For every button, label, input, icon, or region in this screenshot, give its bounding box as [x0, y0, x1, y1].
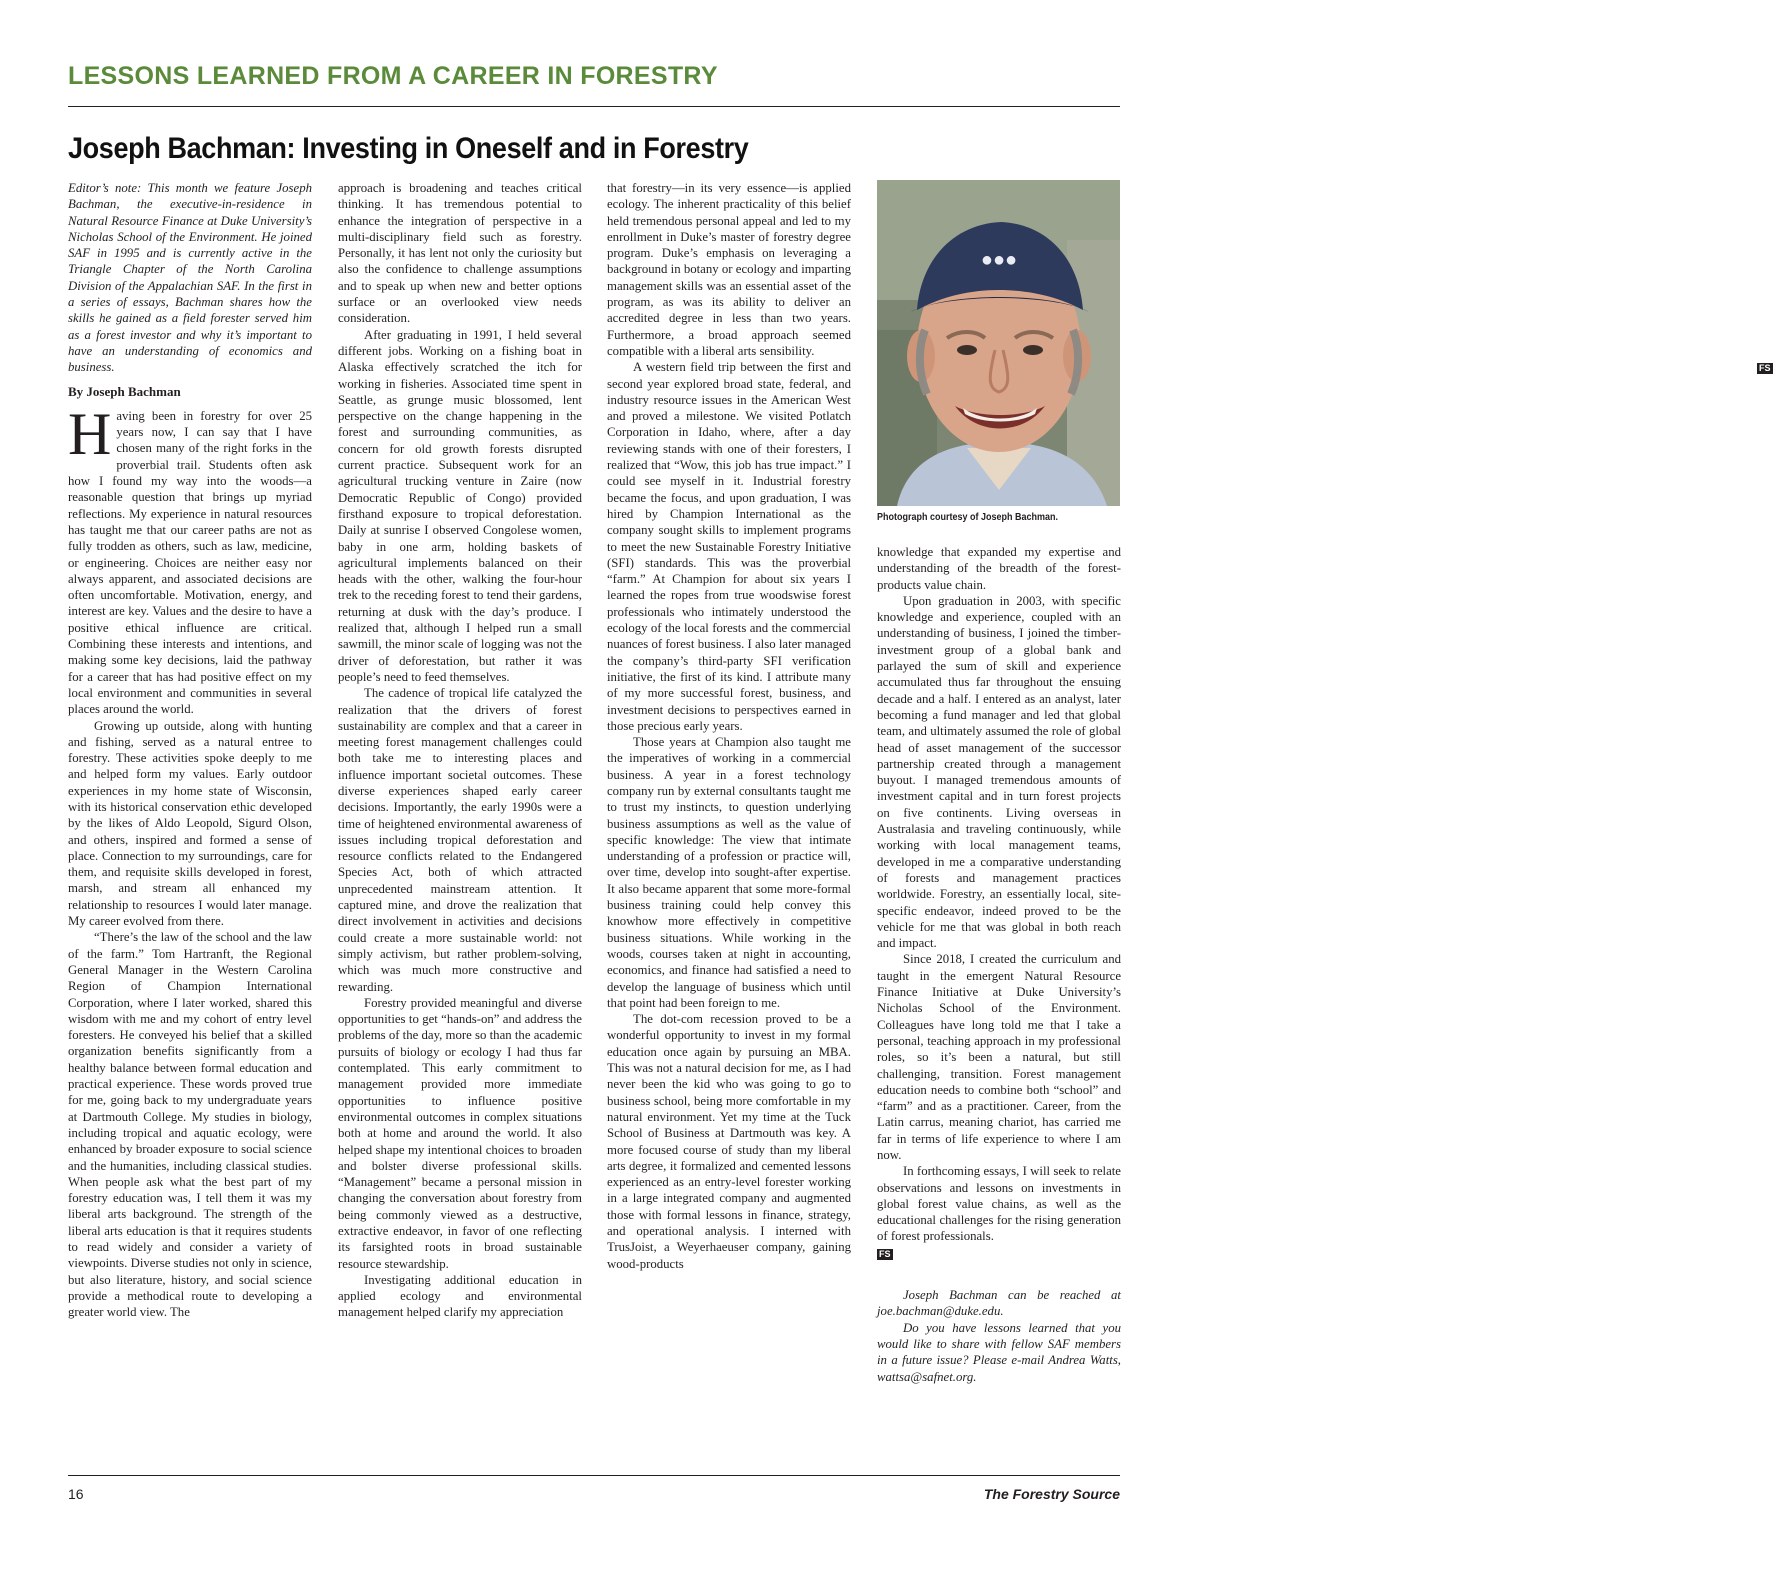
photo-caption: Photograph courtesy of Joseph Bachman. — [877, 512, 1059, 523]
author-photo — [877, 180, 1771, 506]
article-paragraph: Forestry provided meaningful and diverse opportunities to get “hands-on” and address the problems of the day, more so than the academic pursuits of biology or ecology I had thus far contemplated. This early commitment to management provided more immediate opportunities to influence positive environmental outcomes in complex situations both at home and around the world. It also helped shape my intentional choices to broaden and bolster diverse professional skills. “Management” became a personal mission in changing the conversation about forestry from being commonly viewed as a destructive, extractive endeavor, in favor of one reflecting its farsighted roots in broad sustainable resource stewardship. — [338, 995, 583, 1271]
article-paragraph: Investigating additional education in applied ecology and environmental management helped clarify my appreciation — [338, 1272, 582, 1320]
section-title: LESSONS LEARNED FROM A CAREER IN FORESTRY — [68, 62, 718, 90]
article-column-1 — [68, 180, 312, 1452]
magazine-name: The Forestry Source — [983, 1486, 1120, 1502]
article-paragraph: knowledge that expanded my expertise and understanding of the breadth of the forest-products value chain. — [877, 545, 1121, 592]
byline: By Joseph Bachman — [68, 383, 181, 399]
drop-cap: H — [68, 400, 112, 467]
article-column-2 — [338, 180, 582, 1452]
fs-logo-badge: FS — [1759, 363, 1771, 373]
article-paragraph: In forthcoming essays, I will seek to relate observations and lessons on investments in global forest value chains, as well as the educational challenges for the rising generation of forest professionals. FS — [877, 1164, 1121, 1259]
author-contact: Joseph Bachman can be reached at joe.bachman@duke.edu. — [877, 1288, 1121, 1319]
call-to-action: Do you have lessons learned that you would like to share with fellow SAF members in a future issue? Please e-mail Andrea Watts, wattsa@safnet.org. — [877, 1320, 1121, 1384]
top-rule — [68, 106, 1120, 107]
article-paragraph: Upon graduation in 2003, with specific knowledge and experience, coupled with an understanding of business, I joined the timber-investment group of a global bank and parlayed the sum of skill and experience accumulated thus far throughout the ensuing decade and a half. I entered as an analyst, later becoming a fund manager and led that global team, and ultimately assumed the role of global head of asset management of the successor partnership created through a management buyout. I managed tremendous amounts of investment capital and in turn forest projects on five continents. Living overseas in Australasia and traveling continuously, while working with local management teams, developed in me a comparative understanding of forests and management practices worldwide. Forestry, an essentially local, site-specific endeavor, indeed proved to be the vehicle for me that was global in both reach and impact. — [877, 593, 1121, 951]
article-paragraph: A western field trip between the first and second year explored broad state, federal, and industry resource issues in the American West and proved a milestone. We visited Potlatch Corporation in Idaho, where, after a day reviewing stands with one of their foresters, I realized that “Wow, this job has true impact.” I could see myself in it. Industrial forestry became the focus, and upon graduation, I was hired by Champion International as the company sought skills to implement programs to meet the new Sustainable Forestry Initiative (SFI) standards. This was the proverbial “farm.” At Champion for about six years I learned the ropes from true woodswise forest professionals who intimately understood the ecology of the local forests and the commercial nuances of forest business. I also later managed the company’s third-party SFI verification initiative, the first of its kind. I attribute many of my more successful forest, business, and investment decisions to perspectives earned in those precious early years. — [607, 360, 851, 733]
article-paragraph: Having been in forestry for over 25 years now, I can say that I have chosen many of the right forks in the proverbial trail. Students often ask how I found my way into the woods—a reasonable question that brings up myriad reflections. My experience in natural resources has taught me that our career paths are not as fully trodden as others, such as law, medicine, or engineering. Choices are neither easy nor always apparent, and associated decisions are often uncomfortable. Motivation, energy, and interest are key. Values and the desire to have a positive ethical influence are critical. Combining these interests and intentions, and making some key decisions, laid the pathway for a career that has had positive effect on my local environment and communities in several places around the world. — [68, 400, 312, 717]
article-paragraph: Growing up outside, along with hunting and fishing, served as a natural entree to forestry. These activities spoke deeply to me and helped form my values. Early outdoor experiences in my home state of Wisconsin, with its historical conservation ethic developed by the likes of Aldo Leopold, Sigurd Olson, and others, inspired and formed a sense of place. Connection to my surroundings, care for them, and requisite skills developed in forest, marsh, and stream all enhanced my relationship to resources I would later manage. My career evolved from there. — [68, 718, 312, 929]
cap-lettering-decor: ●●● — [980, 249, 1018, 271]
page-number: 16 — [68, 1486, 84, 1502]
article-paragraph: After graduating in 1991, I held several different jobs. Working on a fishing boat in Alaska effectively scratched the itch for working in fisheries. Associated time spent in Seattle, as grunge music blossomed, lent perspective on the change happening in the forest and surrounding communities, as concern for old growth forests disrupted current practice. Subsequent work for an agricultural trucking venture in Zaire (now Democratic Republic of Congo) provided firsthand exposure to tropical deforestation. Daily at sunrise I observed Congolese women, baby in one arm, holding baskets of agricultural implements balanced on their heads with the other, walking the four-hour trek to the receding forest to tend their gardens, returning at dusk with the day’s produce. I realized that, although I helped run a small sawmill, the minor scale of logging was not the driver of deforestation, but rather it was people’s need to feed themselves. — [338, 327, 582, 684]
article-column-3 — [607, 180, 851, 1452]
author-portrait-illustration — [877, 180, 1120, 506]
article-paragraph: The cadence of tropical life catalyzed the realization that the drivers of forest sustainability are complex and that a career in meeting forest management challenges could both take me to interesting places and influence important societal outcomes. These diverse experiences shaped early career decisions. Importantly, the early 1990s were a time of heightened environmental awareness of issues including tropical deforestation and resource conflicts related to the Endangered Species Act, both of which attracted unprecedented mainstream attention. It captured mine, and drove the realization that direct involvement in activities and decisions could create a more sustainable world: not simply activism, but rather problem-solving, which was much more constructive and rewarding. — [338, 686, 582, 994]
bottom-rule — [68, 1475, 1120, 1476]
article-paragraph: The dot-com recession proved to be a wonderful opportunity to invest in my formal education once again by pursuing an MBA. This was not a natural decision for me, as I had never been the kid who was going to go to business school, being more comfortable in my natural environment. Yet my time at the Tuck School of Business at Dartmouth was key. A more focused course of study than my liberal arts degree, it formalized and cemented lessons experienced as an entry-level forester working in a large integrated company and augmented those with formal lessons in finance, strategy, and operational analysis. I interned with TrusJoist, a Weyerhaeuser company, gaining wood-products — [607, 1012, 851, 1271]
end-mark-badge: FS — [879, 1248, 891, 1259]
editor-note: Editor’s note: This month we feature Joseph Bachman, the executive-in-residence in Natural Resource Finance at Duke University’s Nicholas School of the Environment. He joined SAF in 1995 and is currently active in the Triangle Chapter of the North Carolina Division of the Appalachian SAF. In the first in a series of essays, Bachman shares how the skills he gained as a field forester served him as a forest investor and why it’s important to have an understanding of economics and business. — [68, 181, 312, 375]
article-paragraph: that forestry—in its very essence—is applied ecology. The inherent practicality of this belief held tremendous personal appeal and led to my enrollment in Duke’s master of forestry degree program. Duke’s emphasis on leveraging a background in botany or ecology and imparting management skills was an essential asset of the program, as was its ability to deliver an accredited degree in less than two years. Furthermore, a broad approach seemed compatible with a liberal arts sensibility. — [607, 181, 851, 358]
headline: Joseph Bachman: Investing in Oneself and in Forestry — [68, 132, 749, 165]
article-column-4 — [877, 544, 1121, 1452]
article-paragraph: Those years at Champion also taught me the imperatives of working in a commercial business. A year in a forest technology company run by external consultants taught me to trust my instincts, to question underlying business assumptions as well as the value of specific knowledge: The view that intimate understanding of a profession or practice will, over time, develop into sought-after expertise. It also became apparent that some more-formal business training could help convey this knowhow more effectively in competitive business situations. While working in the woods, courses taken at night in accounting, economics, and finance had satisfied a need to develop the language of business which until that point had been foreign to me. — [607, 735, 851, 1010]
article-paragraph: approach is broadening and teaches critical thinking. It has tremendous potential to enhance the integration of perspective in a multi-disciplinary field such as forestry. Personally, it has lent not only the curiosity but also the confidence to challenge assumptions and to speak up when new and better options surface or an overlooked view needs consideration. — [338, 181, 582, 326]
article-paragraph: Since 2018, I created the curriculum and taught in the emergent Natural Resource Finance Initiative at Duke University’s Nicholas School of the Environment. Colleagues have long told me that I take a personal, teaching approach in my professional roles, so it’s been a natural, but still challenging, transition. Forest management education needs to combine both “school” and “farm” and as a practitioner. Career, from the Latin carrus, meaning chariot, has carried me far in terms of life experience to where I am now. — [877, 952, 1121, 1162]
article-paragraph: “There’s the law of the school and the law of the farm.” Tom Hartranft, the Regional General Manager in the Western Carolina Region of Champion International Corporation, where I later worked, shared this wisdom with me and my cohort of entry level foresters. He conveyed his belief that a skilled organization benefits significantly from a healthy balance between formal education and practical experience. These words proved true for me, going back to my undergraduate years at Dartmouth College. My studies in biology, including tropical and aquatic ecology, were enhanced by broader exposure to social science and the humanities, including classical studies. When people ask what the best part of my forestry education was, I tell them it was my liberal arts background. The strength of the liberal arts education is that it requires students to read widely and consider a variety of viewpoints. Diverse studies not only in science, but also literature, history, and social science provide a methodical route to developing a greater world view. The — [68, 930, 312, 1320]
